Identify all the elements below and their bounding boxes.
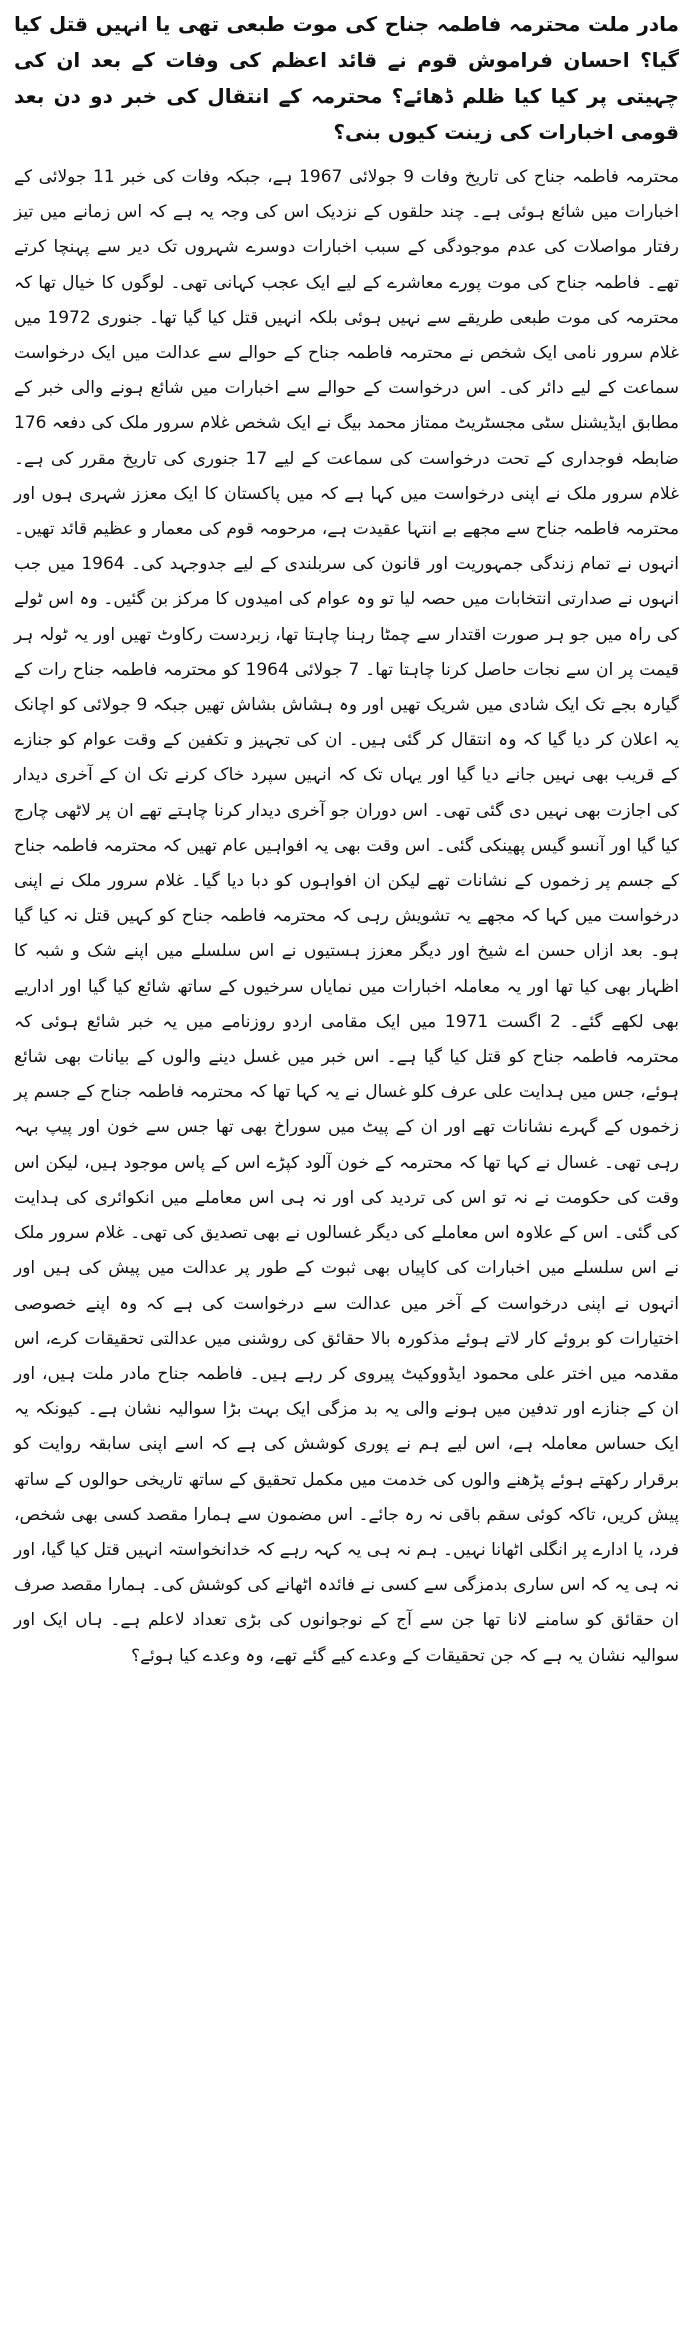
article-headline: مادر ملت محترمہ فاطمہ جناح کی موت طبعی تھی یا انہیں قتل کیا گیا؟ احسان فراموش قوم نے قائد اعظم کی وفات کے بعد ان کی چہیتی پر کیا کیا ظلم ڈھائے؟ محترمہ کے انتقال کی خبر دو دن بعد قومی اخبارات کی زینت کیوں بنی؟ <box>14 12 679 144</box>
article-body: محترمہ فاطمہ جناح کی تاریخ وفات 9 جولائی 1967 ہے، جبکہ وفات کی خبر 11 جولائی کے اخبارات میں شائع ہوئی ہے۔ چند حلقوں کے نزدیک اس کی وجہ یہ ہے کہ اس زمانے میں تیز رفتار مواصلات کی عدم موجودگی کے سبب اخبارات دوسرے شہروں تک دیر سے پہنچا کرتے تھے۔ فاطمہ جناح کی موت پورے معاشرے کے لیے ایک عجب کہانی تھی۔ لوگوں کا خیال تھا کہ محترمہ کی موت طبعی طریقے سے نہیں ہوئی بلکہ انہیں قتل کیا گیا تھا۔ جنوری 1972 میں غلام سرور نامی ایک شخص نے محترمہ فاطمہ جناح کے حوالے سے عدالت میں ایک درخواست سماعت کے لیے دائر کی۔ اس درخواست کے حوالے سے اخبارات میں شائع ہونے والی خبر کے مطابق ایڈیشنل سٹی مجسٹریٹ ممتاز محمد بیگ نے ایک شخص غلام سرور ملک کی دفعہ 176 ضابطہ فوجداری کے تحت درخواست کی سماعت کے لیے 17 جنوری کی تاریخ مقرر کی ہے۔ غلام سرور ملک نے اپنی درخواست میں کہا ہے کہ میں پاکستان کا ایک معزز شہری ہوں اور محترمہ فاطمہ جناح سے مجھے بے انتہا عقیدت ہے، مرحومہ قوم کی معمار و عظیم قائد تھیں۔ انہوں نے تمام زندگی جمہوریت اور قانون کی سربلندی کے لیے جدوجہد کی۔ 1964 میں جب انہوں نے صدارتی انتخابات میں حصہ لیا تو وہ عوام کی امیدوں کا مرکز بن گئیں۔ وہ اس ٹولے کی راہ میں جو ہر صورت اقتدار سے چمٹا رہنا چاہتا تھا، زبردست رکاوٹ تھیں اور یہ ٹولہ ہر قیمت پر ان سے نجات حاصل کرنا چاہتا تھا۔ 7 جولائی 1964 کو محترمہ فاطمہ جناح رات کے گیارہ بجے تک ایک شادی میں شریک تھیں اور وہ ہشاش بشاش تھیں جبکہ 9 جولائی کو اچانک یہ اعلان کر دیا گیا کہ وہ انتقال کر گئی ہیں۔ ان کی تجہیز و تکفین کے وقت عوام کو جنازے کے قریب بھی نہیں جانے دیا گیا اور یہاں تک کہ انہیں سپرد خاک کرنے تک ان کے آخری دیدار کی اجازت بھی نہیں دی گئی تھی۔ اس دوران جو آخری دیدار کرنا چاہتے تھے ان پر لاٹھی چارج کیا گیا اور آنسو گیس پھینکی گئی۔ اس وقت بھی یہ افواہیں عام تھیں کہ محترمہ فاطمہ جناح کے جسم پر زخموں کے نشانات تھے لیکن ان افواہوں کو دبا دیا گیا۔ غلام سرور ملک نے اپنی درخواست میں کہا کہ مجھے یہ تشویش رہی کہ محترمہ فاطمہ جناح کو کہیں قتل نہ کیا گیا ہو۔ بعد ازاں حسن اے شیخ اور دیگر معزز ہستیوں نے اس سلسلے میں اپنے شک و شبہ کا اظہار بھی کیا تھا اور یہ معاملہ اخبارات میں نمایاں سرخیوں کے ساتھ شائع کیا گیا اور اداریے بھی لکھے گئے۔ 2 اگست 1971 میں ایک مقامی اردو روزنامے میں یہ خبر شائع ہوئی کہ محترمہ فاطمہ جناح کو قتل کیا گیا ہے۔ اس خبر میں غسل دینے والوں کے بیانات بھی شائع ہوئے، جس میں ہدایت علی عرف کلو غسال نے یہ کہا تھا کہ محترمہ فاطمہ جناح کے جسم پر زخموں کے گہرے نشانات تھے اور ان کے پیٹ میں سوراخ بھی تھا جس سے خون اور پیپ بہہ رہی تھی۔ غسال نے کہا تھا کہ محترمہ کے خون آلود کپڑے اس کے پاس موجود ہیں، لیکن اس وقت کی حکومت نے نہ تو اس کی تردید کی اور نہ ہی اس معاملے میں انکوائری کی ہدایت کی گئی۔ اس کے علاوہ اس معاملے کی دیگر غسالوں نے بھی تصدیق کی تھی۔ غلام سرور ملک نے اس سلسلے میں اخبارات کی کاپیاں بھی ثبوت کے طور پر عدالت میں پیش کی ہیں اور انہوں نے اپنی درخواست کے آخر میں عدالت سے درخواست کی ہے کہ وہ اپنے خصوصی اختیارات کو بروئے کار لاتے ہوئے مذکورہ بالا حقائق کی روشنی میں عدالتی تحقیقات کرے، اس مقدمہ میں اختر علی محمود ایڈووکیٹ پیروی کر رہے ہیں۔ فاطمہ جناح مادر ملت ہیں، اور ان کے جنازے اور تدفین میں ہونے والی یہ بد مزگی ایک بہت بڑا سوالیہ نشان ہے۔ کیونکہ یہ ایک حساس معاملہ ہے، اس لیے ہم نے پوری کوشش کی ہے کہ اسے اپنی سابقہ روایت کو برقرار رکھتے ہوئے پڑھنے والوں کی خدمت میں مکمل تحقیق کے ساتھ تاریخی حوالوں کے ساتھ پیش کریں، تاکہ کوئی سقم باقی نہ رہ جائے۔ اس مضمون سے ہمارا مقصد کسی بھی شخص، فرد، یا ادارے پر انگلی اٹھانا نہیں۔ ہم نہ ہی یہ کہہ رہے کہ خدانخواستہ انہیں قتل کیا گیا، اور نہ ہی یہ کہ اس ساری بدمزگی سے کسی نے فائدہ اٹھانے کی کوشش کی۔ ہمارا مقصد صرف ان حقائق کو سامنے لانا تھا جن سے آج کے نوجوانوں کی بڑی تعداد لاعلم ہے۔ ہاں ایک اور سوالیہ نشان یہ ہے کہ جن تحقیقات کے وعدے کیے گئے تھے، وہ وعدے کیا ہوئے؟ <box>14 167 680 1666</box>
